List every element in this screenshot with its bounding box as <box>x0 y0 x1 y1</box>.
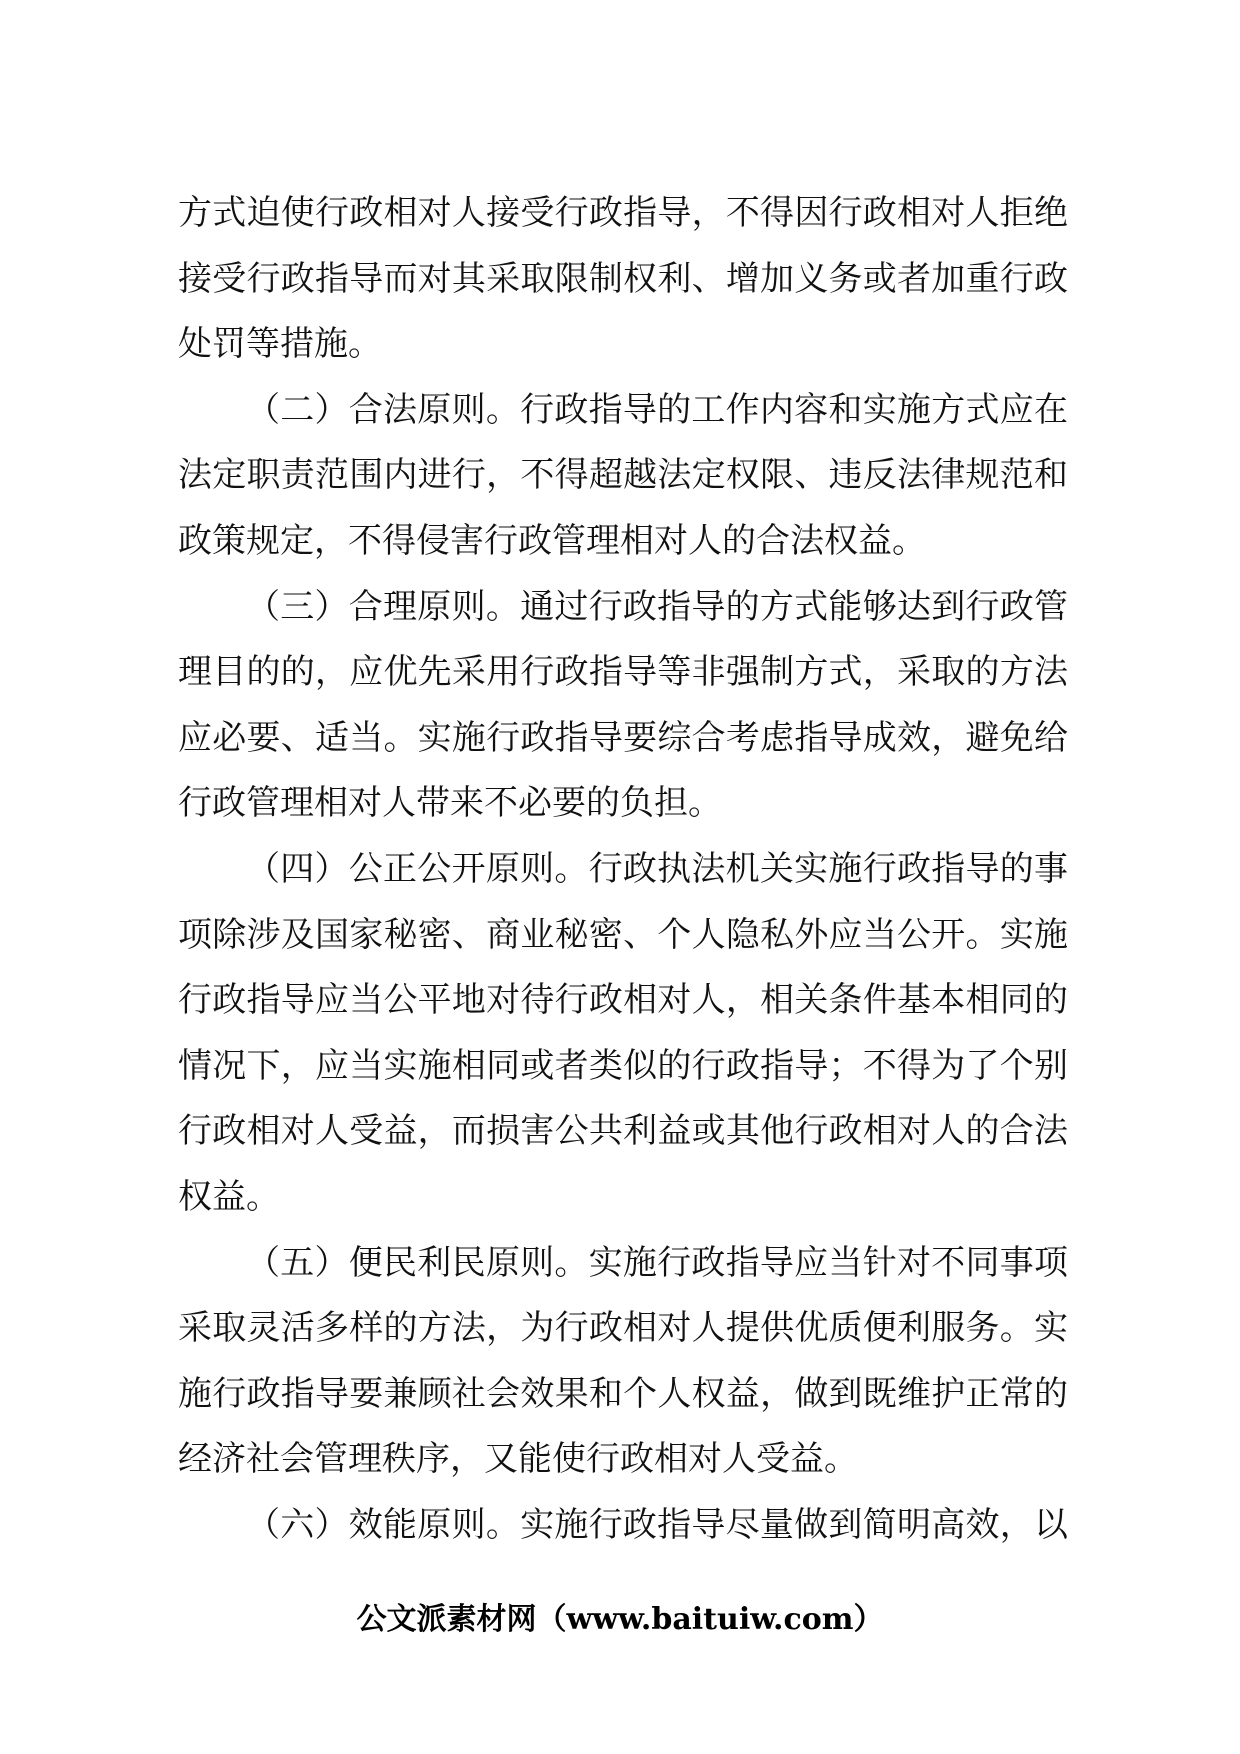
text-line: 理目的的，应优先采用行政指导等非强制方式，采取的方法 <box>178 652 1068 693</box>
text-line: 应必要、适当。实施行政指导要综合考虑指导成效，避免给 <box>178 717 1068 758</box>
text-line: （五）便民利民原则。实施行政指导应当针对不同事项 <box>246 1242 1068 1283</box>
text-line: 情况下，应当实施相同或者类似的行政指导；不得为了个别 <box>178 1045 1068 1086</box>
text-line: 权益。 <box>178 1176 280 1217</box>
paragraph <box>178 575 1068 837</box>
paragraph <box>178 837 1068 1231</box>
text-line: 采取灵活多样的方法，为行政相对人提供优质便利服务。实 <box>178 1308 1068 1349</box>
text-line: 处罚等措施。 <box>178 324 382 365</box>
footer-watermark: 公文派素材网（www.baituiw.com） <box>356 1602 884 1637</box>
text-line: 政策规定，不得侵害行政管理相对人的合法权益。 <box>178 520 926 561</box>
text-line: 项除涉及国家秘密、商业秘密、个人隐私外应当公开。实施 <box>178 914 1068 955</box>
text-line: （三）合理原则。通过行政指导的方式能够达到行政管 <box>246 586 1068 627</box>
text-line: 行政指导应当公平地对待行政相对人，相关条件基本相同的 <box>178 980 1068 1021</box>
paragraph <box>178 378 1068 575</box>
text-line: 方式迫使行政相对人接受行政指导，不得因行政相对人拒绝 <box>178 193 1068 233</box>
text-line: （六）效能原则。实施行政指导尽量做到简明高效，以 <box>246 1504 1068 1545</box>
paragraph <box>178 1231 1068 1493</box>
text-line: 法定职责范围内进行，不得超越法定权限、违反法律规范和 <box>178 455 1068 496</box>
text-line: 经济社会管理秩序，又能使行政相对人受益。 <box>178 1439 858 1480</box>
text-line: 接受行政指导而对其采取限制权利、增加义务或者加重行政 <box>178 258 1068 299</box>
document-body <box>178 181 1068 1558</box>
text-line: 行政管理相对人带来不必要的负担。 <box>178 783 722 824</box>
text-line: （四）公正公开原则。行政执法机关实施行政指导的事 <box>246 848 1068 889</box>
text-line: 施行政指导要兼顾社会效果和个人权益，做到既维护正常的 <box>178 1373 1068 1414</box>
paragraph <box>178 1493 1068 1559</box>
text-line: 行政相对人受益，而损害公共利益或其他行政相对人的合法 <box>178 1111 1068 1152</box>
paragraph <box>178 181 1068 378</box>
text-line: （二）合法原则。行政指导的工作内容和实施方式应在 <box>246 389 1068 430</box>
